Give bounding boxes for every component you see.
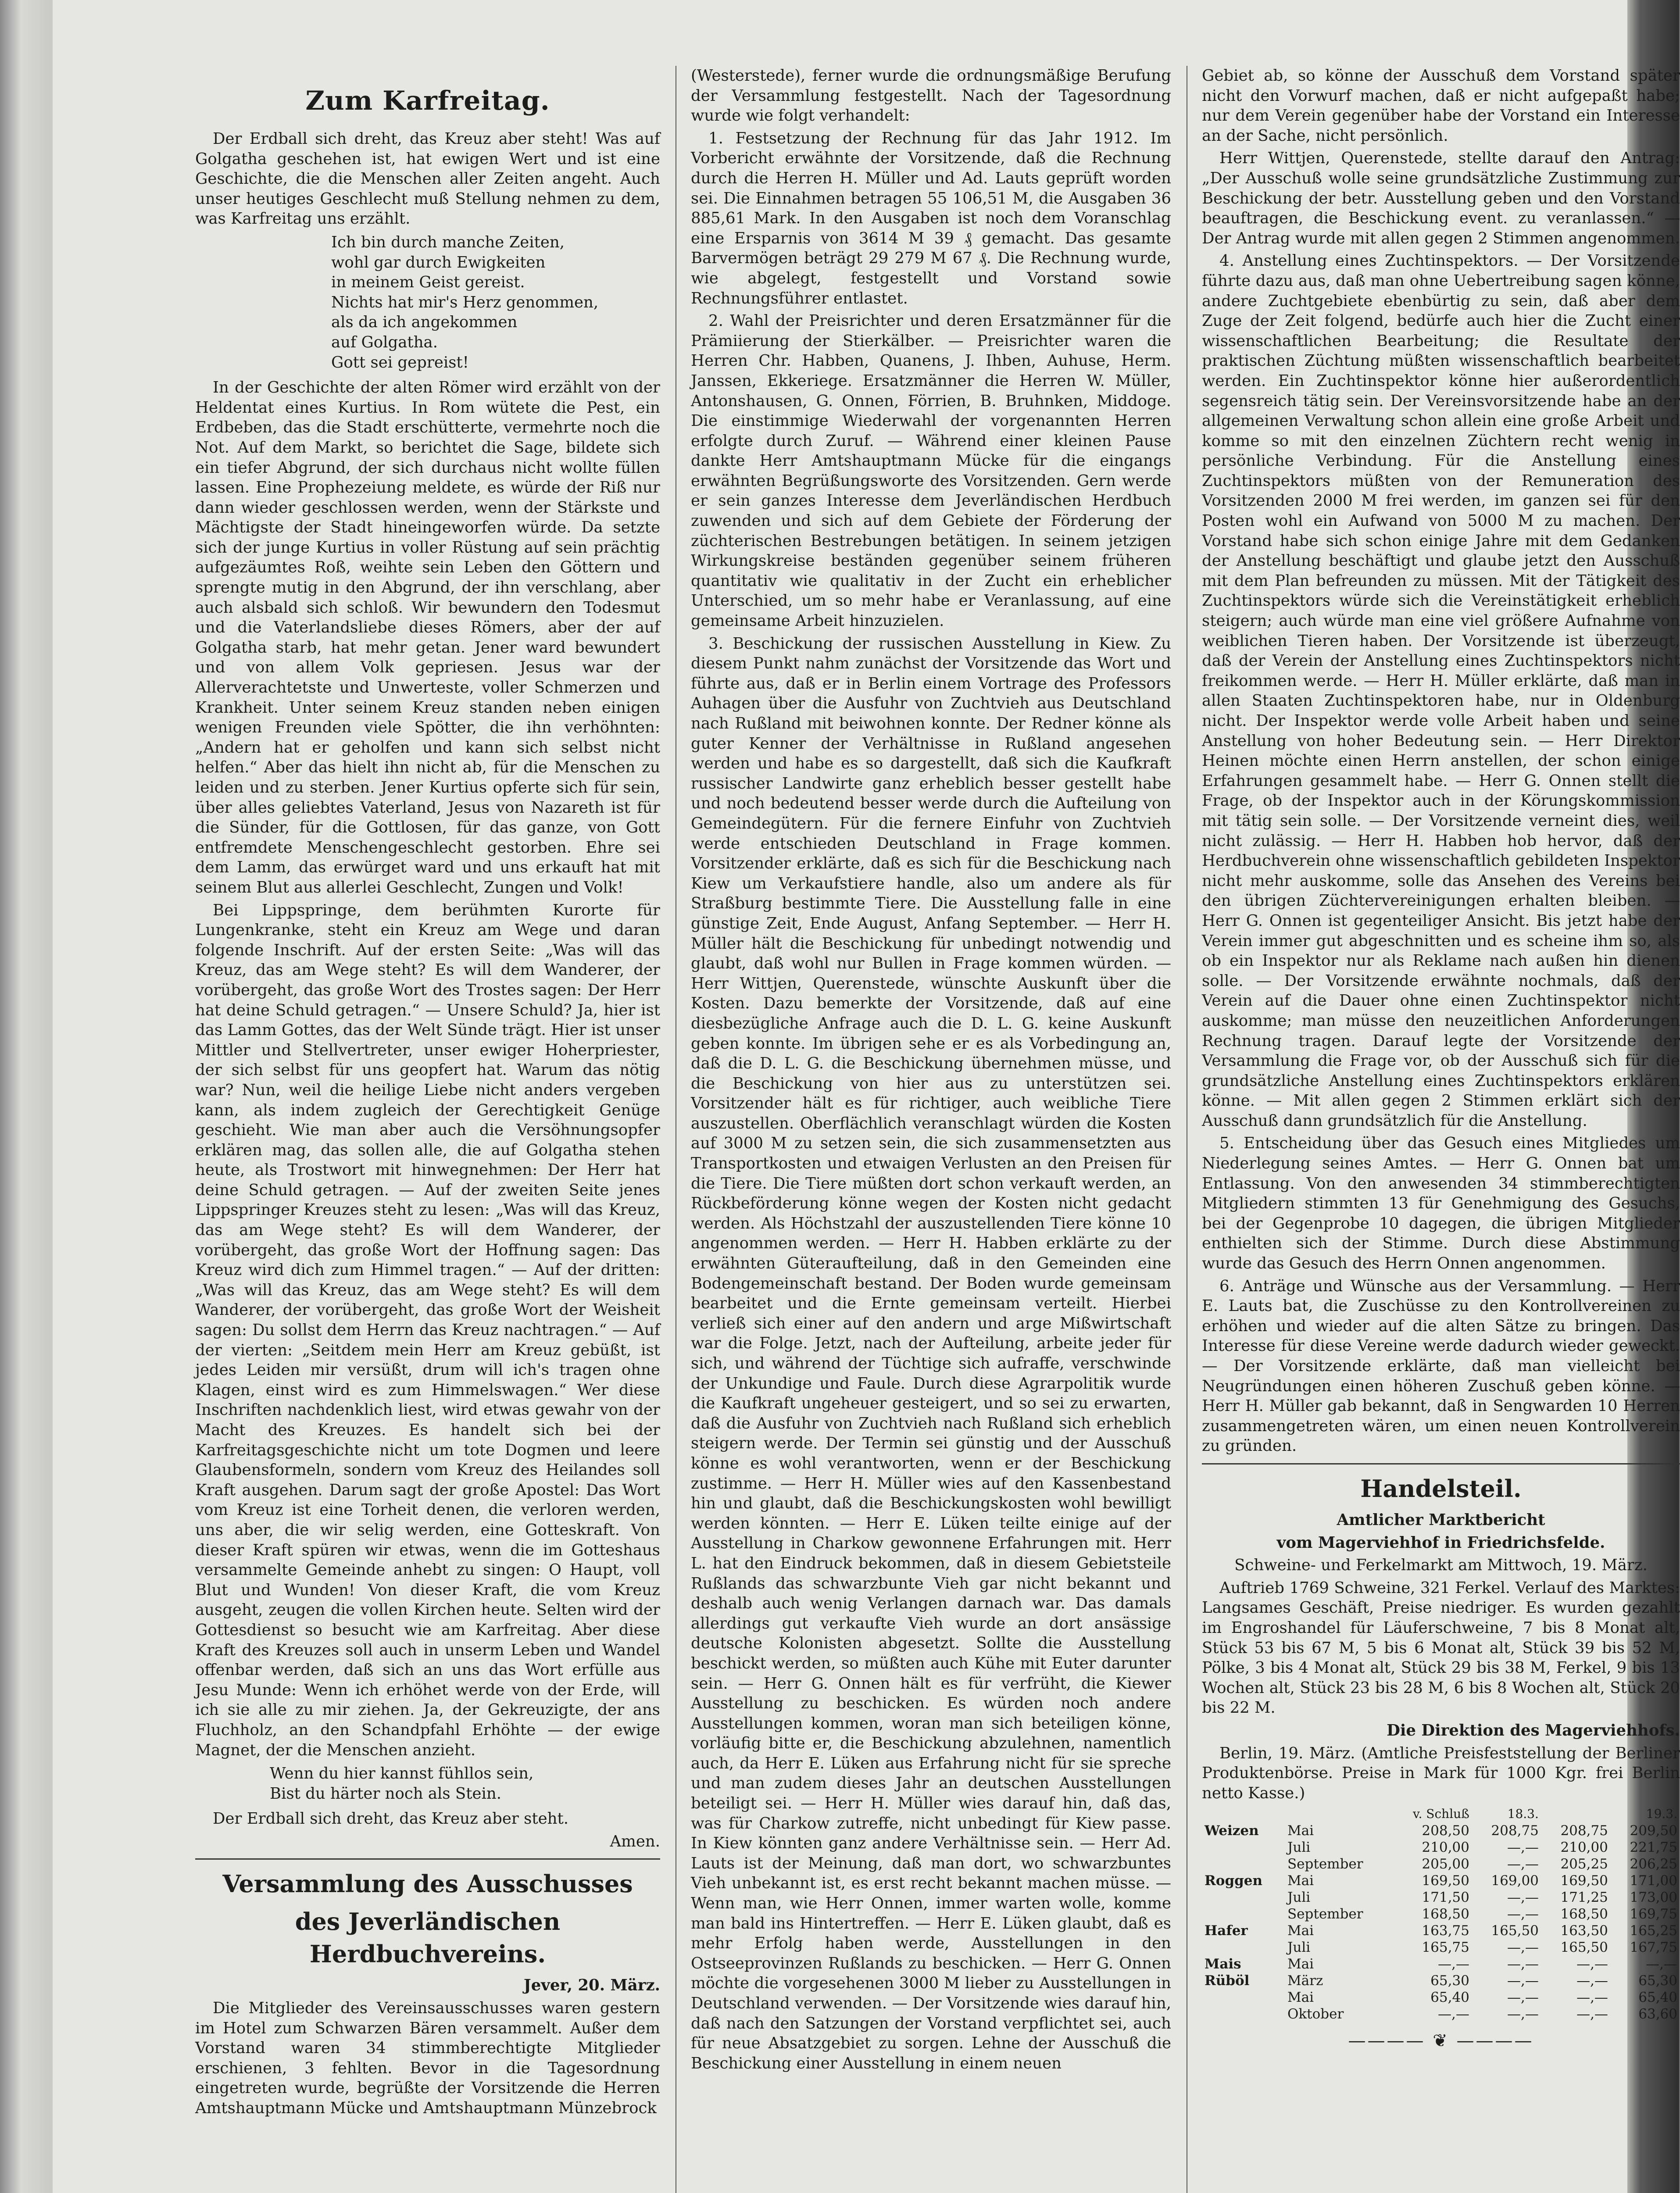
table-row <box>1202 2006 1680 2022</box>
table-cell: Mai <box>1287 1823 1314 1839</box>
table-cell: 205,00 <box>1422 1856 1469 1872</box>
article-title-versammlung-2: des Jeverländischen Herdbuchvereins. <box>295 1907 561 1968</box>
table-cell: Oktober <box>1287 2006 1344 2022</box>
table-cell: Roggen <box>1205 1873 1263 1889</box>
amen: Amen. <box>610 1832 660 1850</box>
table-cell: September <box>1287 1906 1363 1922</box>
table-cell: Juli <box>1287 1889 1311 1906</box>
table-cell: 208,75 <box>1491 1823 1539 1839</box>
paragraph: In der Geschichte der alten Römer wird erzählt von der Heldentat eines Kurtius. In Rom wütete die Pest, ein Erdbeben, das die Stadt erschütterte, vermehrte noch die Not. Auf dem Markt, so berichtet die Sage, bildete sich ein tiefer Abgrund, der sich durchaus nicht wollte füllen lassen. Eine Prophezeiung meldete, es würde der Riß nur dann wieder geschlossen werden, wenn der Stärkste und Mächtigste der Stadt hineingeworfen würde. Da setzte sich der junge Kurtius in voller Rüstung auf sein prächtig aufgezäumtes Roß, weihte sein Leben den Göttern und sprengte mutig in den Abgrund, der ihn verschlang, aber auch alsbald sich schloß. Wir bewundern den Todesmut und die Vaterlandsliebe dieses Römers, aber der auf Golgatha starb, hat mehr getan. Jener ward bewundert und von allem Volk gepriesen. Jesus war der Allerverachtetste und Unwerteste, voller Schmerzen und Krankheit. Unter seinem Kreuz standen neben einigen wenigen Freunden viele Spötter, die ihn verhöhnten: „Andern hat er geholfen und kann sich selbst nicht helfen.“ Aber das hielt ihn nicht ab, für die Menschen zu leiden und zu sterben. Jener Kurtius opferte sich für sein, über alles geliebtes Vaterland, Jesus von Nazareth ist für die Sünder, für die Gottlosen, für das ganze, von Gott entfremdete Menschengeschlecht gestorben. Ehre sei dem Lamm, das erwürget ward und uns erkauft hat mit seinem Blut aus allerlei Geschlecht, Zungen und Volk! <box>195 379 660 896</box>
table-header-cell: v. Schluß <box>1413 1807 1469 1822</box>
table-cell: 168,50 <box>1560 1906 1608 1922</box>
table-cell: —,— <box>1507 1989 1539 2006</box>
newspaper-page <box>53 0 1680 2193</box>
table-cell: Rüböl <box>1205 1973 1250 1989</box>
divider <box>195 1858 660 1860</box>
market-report-subtitle: vom Magerviehhof in Friedrichsfelde. <box>1276 1533 1605 1552</box>
table-cell: 221,75 <box>1630 1839 1677 1856</box>
paragraph: 4. Anstellung eines Zuchtinspektors. — Der Vorsitzende führte dazu aus, daß man ohne Uebertreibung sagen könne, andere Zuchtgebiete ebenbürtig zu sein, daß aber dem Zuge der Zeit folgend, bedürfe auch hier die Zucht einer wissenschaftlichen Bearbeitung; die Resultate der praktischen Züchtung müßten wissenschaftlich bearbeitet werden. Ein Zuchtinspektor könne hier außerordentlich segensreich tätig sein. Der Vereinsvorsitzende habe an der allgemeinen Verwaltung schon allein eine große Arbeit und komme so mit den einzelnen Züchtern recht wenig in persönliche Verbindung. Für die Anstellung eines Zuchtinspektors müßten von der Remuneration des Vorsitzenden 2000 M frei werden, im ganzen sei für den Posten wohl ein Aufwand von 5000 M zu machen. Der Vorstand habe sich schon einige Jahre mit dem Gedanken der Anstellung beschäftigt und glaube jetzt den Ausschuß mit dem Plan befreunden zu müssen. Mit der Tätigkeit des Zuchtinspektors würde sich die Vereinstätigkeit erheblich steigern; auch würde man eine viel größere Aufnahme von weiblichen Tieren haben. Der Vorsitzende ist überzeugt, daß der Verein der Anstellung eines Zuchtinspektors nicht freikommen werde. — Herr H. Müller erklärte, daß man in allen Staaten Zuchtinspektoren habe, nur in Oldenburg nicht. Der Inspektor werde volle Arbeit haben und seine Anstellung von hoher Bedeutung sein. — Herr Direktor Heinen möchte einen Herrn anstellen, der schon einige Erfahrungen gesammelt habe. — Herr G. Onnen stellt die Frage, ob der Inspektor auch in der Körungskommission mit tätig sein solle. — Der Vorsitzende verneint dies, weil nicht zulässig. — Herr H. Habben hob hervor, daß der Herdbuchverein ohne wissenschaftlich gebildeten Inspektor nicht mehr auskomme, solle das Ansehen des Vereins bei den übrigen Züchtervereinigungen erhalten bleiben. — Herr G. Onnen ist gegenteiliger Ansicht. Bis jetzt habe der Verein immer gut abgeschnitten und es scheine ihm so, als ob ein Inspektor nur als Reklame nach außen hin dienen solle. — Der Vorsitzende erwähnte nochmals, daß der Verein auf die Dauer ohne einen Zuchtinspektor nicht auskomme; man müsse den neuzeitlichen Anforderungen Rechnung tragen. Darauf legte der Vorsitzende der Versammlung die Frage vor, ob der Ausschuß sich für die grundsätzliche Anstellung eines Zuchtinspektors erklären könne. — Mit allen gegen 2 Stimmen erklärt sich der Ausschuß dann grundsätzlich für die Anstellung. <box>1202 252 1680 1130</box>
table-cell: —,— <box>1507 1973 1539 1989</box>
poem: Ich bin durch manche Zeiten, wohl gar durch Ewigkeiten in meinem Geist gereist. Nichts hat mir's Herz genommen, als da ich angekommen auf Golgatha. Gott sei gepreist! <box>331 233 599 371</box>
table-cell <box>1202 1906 1285 1922</box>
market-report-heading: Schweine- und Ferkelmarkt am Mittwoch, 19. März. <box>1234 1556 1648 1575</box>
table-cell: 208,50 <box>1422 1823 1469 1839</box>
table-cell: 168,50 <box>1422 1906 1469 1922</box>
table-cell: März <box>1287 1973 1323 1989</box>
table-cell <box>1202 1856 1285 1872</box>
table-row <box>1202 1856 1680 1872</box>
closing-line: Der Erdball sich dreht, das Kreuz aber steht. <box>213 1810 569 1828</box>
paragraph: Der Erdball sich dreht, das Kreuz aber steht! Was auf Golgatha geschehen ist, hat ewigen Wert und ist eine Geschichte, die die Menschen aller Zeiten angeht. Auch unser heutiges Geschlecht muß Stellung nehmen zu dem, was Karfreitag uns erzählt. <box>195 130 660 228</box>
table-cell: 165,50 <box>1560 1939 1608 1956</box>
table-cell: 205,25 <box>1560 1856 1608 1872</box>
berlin-intro: Berlin, 19. März. (Amtliche Preisfeststellung der Berliner Produktenbörse. Preise in Mark für 1000 Kgr. frei Berlin netto Kasse.) <box>1202 1744 1680 1802</box>
table-cell: —,— <box>1507 1906 1539 1922</box>
table-header-cell: 18.3. <box>1507 1807 1539 1822</box>
table-cell: 65,40 <box>1430 1989 1469 2006</box>
table-cell: 163,50 <box>1560 1923 1608 1939</box>
table-cell: 209,50 <box>1630 1823 1677 1839</box>
paragraph: 5. Entscheidung über das Gesuch eines Mitgliedes um Niederlegung seines Amtes. — Herr G. Onnen bat um Entlassung. Von den anwesenden 34 stimmberechtigten Mitgliedern stimmten 13 für Genehmigung des Gesuchs, bei der Gegenprobe 10 dagegen, die übrigen Mitglieder enthielten sich der Stimme. Durch diese Abstimmung wurde das Gesuch des Herrn Onnen angenommen. <box>1202 1134 1680 1273</box>
paragraph: Gebiet ab, so könne der Ausschuß dem Vorstand später nicht den Vorwurf machen, daß er nicht aufgepaßt habe; nur dem Verein gegenüber habe der Vorstand ein Interesse an der Sache, nicht persönlich. <box>1202 67 1680 145</box>
article-title-versammlung-1: Versammlung des Ausschusses <box>222 1870 633 1898</box>
table-cell: Juli <box>1287 1939 1311 1956</box>
paragraph: 6. Anträge und Wünsche aus der Versammlung. — Herr E. Lauts bat, die Zuschüsse zu den Kontrollvereinen zu erhöhen und wieder auf die alten Sätze zu bringen. Das Interesse für diese Vereine werde dadurch wieder geweckt. — Der Vorsitzende erklärte, daß man vielleicht bei Neugründungen einen höheren Zuschuß geben könne. — Herr H. Müller gab bekannt, daß in Sengwarden 10 Herren zusammengetreten wären, um einen neuen Kontrollverein zu gründen. <box>1202 1277 1680 1455</box>
price-table <box>1202 1806 1680 2022</box>
paragraph: 1. Festsetzung der Rechnung für das Jahr 1912. Im Vorbericht erwähnte der Vorsitzende, daß die Rechnung durch die Herren H. Müller und Ad. Lauts geprüft worden sei. Die Einnahmen betragen 55 106,51 M, die Ausgaben 36 885,61 Mark. In den Ausgaben ist noch dem Voranschlag eine Ersparnis von 3614 M 39 ₰ gemacht. Das gesamte Barvermögen beträgt 29 279 M 67 ₰. Die Rechnung wurde, wie abgelegt, festgestellt und Vorstand sowie Rechnungsführer entlastet. <box>691 129 1171 307</box>
ornament: ———— ❦ ———— <box>1348 2031 1534 2051</box>
table-cell: —,— <box>1576 1973 1608 1989</box>
table-row <box>1202 1839 1680 1856</box>
table-header-cell <box>1541 1806 1611 1822</box>
table-cell: Weizen <box>1205 1823 1259 1839</box>
table-row <box>1202 1906 1680 1922</box>
table-cell <box>1202 2006 1285 2022</box>
table-cell: September <box>1287 1856 1363 1872</box>
paragraph: (Westerstede), ferner wurde die ordnungsmäßige Berufung der Versammlung festgestellt. Nach der Tagesordnung wurde wie folgt verhandelt: <box>691 67 1171 125</box>
paragraph: Bei Lippspringe, dem berühmten Kurorte für Lungenkranke, steht ein Kreuz am Wege und daran folgende Inschrift. Auf der ersten Seite: „Was will das Kreuz, das am Wege steht? Es will dem Wanderer, der vorübergeht, das große Wort des Trostes sagen: Der Herr hat deine Schuld getragen.“ — Unsere Schuld? Ja, hier ist das Lamm Gottes, das der Welt Sünde trägt. Hier ist unser Mittler und Stellvertreter, unser ewiger Hoherpriester, der sich selbst für uns geopfert hat. Warum das nötig war? Nun, weil die heilige Liebe nicht anders vergeben kann, als indem zugleich der Gerechtigkeit Genüge geschieht. Wie man aber auch die Versöhnungsopfer erklären mag, das sollen alle, die auf Golgatha stehen heute, als Trostwort mit hinwegnehmen: Der Herr hat deine Schuld getragen. — Auf der zweiten Seite jenes Lippspringer Kreuzes steht zu lesen: „Was will das Kreuz, das am Wege steht? Es will dem Wanderer, der vorübergeht, das große Wort der Hoffnung sagen: Das Kreuz wird dich zum Himmel tragen.“ — Auf der dritten: „Was will das Kreuz, das am Wege steht? Es will dem Wanderer, der vorübergeht, das große Wort der Weisheit sagen: Du sollst dem Herrn das Kreuz nachtragen.“ — Auf der vierten: „Seitdem mein Herr am Kreuz gebüßt, ist jedes Leiden mir versüßt, drum will ich's tragen ohne Klagen, einst wird es zum Himmelswagen.“ Wer diese Inschriften nachdenklich liest, wird etwas gewahr von der Macht des Kreuzes. Es handelt sich bei der Karfreitagsgeschichte nicht um tote Dogmen und leere Glaubensformeln, sondern vom Kreuz des Heilandes soll Kraft ausgehen. Darum sagt der große Apostel: Das Wort vom Kreuz ist eine Torheit denen, die verloren werden, uns aber, die wir selig werden, eine Gotteskraft. Von dieser Kraft spüren wir etwas, wenn die im Gotteshaus versammelte Gemeinde anhebt zu singen: O Haupt, voll Blut und Wunden! Von dieser Kraft, die vom Kreuz ausgeht, zeugen die vollen Kirchen heute. Selten wird der Gottesdienst so besucht wie am Karfreitag. Aber diese Kraft des Kreuzes soll auch in unserm Leben und Wandel offenbar werden, daß sich an uns das Wort erfülle aus Jesu Munde: Wenn ich erhöhet werde von der Erde, will ich sie alle zu mir ziehen. Ja, der Gekreuzigte, der ans Fluchholz, an den Schandpfahl Erhöhte — der ewige Magnet, der die Menschen anzieht. <box>195 901 660 1759</box>
dateline: Jever, 20. März. <box>523 1976 660 1995</box>
table-cell: —,— <box>1507 1856 1539 1872</box>
table-row <box>1202 1889 1680 1906</box>
table-header-cell: 19.3. <box>1646 1807 1677 1822</box>
column-2 <box>691 66 1171 2193</box>
table-cell: —,— <box>1507 1889 1539 1906</box>
table-row <box>1202 1872 1680 1889</box>
table-header-row <box>1202 1806 1680 1822</box>
book-gutter-left <box>0 0 53 2193</box>
paragraph: Herr Wittjen, Querenstede, stellte darauf den Antrag: „Der Ausschuß wolle seine grundsätzliche Zustimmung zur Beschickung der betr. Ausstellung geben und den Vorstand beauftragen, die Beschickung event. zu veranlassen.“ — Der Antrag wurde mit allen gegen 2 Stimmen angenommen. <box>1202 149 1680 247</box>
market-report-signature: Die Direktion des Magerviehhofs. <box>1387 1721 1680 1739</box>
table-cell <box>1202 1989 1285 2006</box>
table-row <box>1202 1922 1680 1939</box>
paragraph: Auftrieb 1769 Schweine, 321 Ferkel. Verlauf des Marktes: Langsames Geschäft, Preise niedriger. Es wurden gezahlt im Engroshandel für Läuferschweine, 7 bis 8 Monat alt, Stück 53 bis 67 M, 5 bis 6 Monat alt, Stück 39 bis 52 M, Pölke, 3 bis 4 Monat alt, Stück 29 bis 38 M, Ferkel, 9 bis 13 Wochen alt, Stück 23 bis 28 M, 6 bis 8 Wochen alt, Stück 20 bis 22 M. <box>1202 1579 1680 1717</box>
table-cell: 171,50 <box>1422 1889 1469 1906</box>
table-cell: —,— <box>1576 1956 1608 1972</box>
table-cell: —,— <box>1507 1939 1539 1956</box>
table-cell: 165,50 <box>1491 1923 1539 1939</box>
market-report-title: Amtlicher Marktbericht <box>1337 1511 1545 1529</box>
table-cell <box>1202 1889 1285 1906</box>
table-cell <box>1202 1839 1285 1856</box>
table-cell: Mai <box>1287 1956 1314 1972</box>
poem-closing: Wenn du hier kannst fühllos sein, Bist du härter noch als Stein. <box>270 1764 534 1803</box>
table-cell: —,— <box>1576 1989 1608 2006</box>
table-row <box>1202 1956 1680 1972</box>
table-cell: 65,30 <box>1638 1973 1677 1989</box>
table-cell: 171,00 <box>1630 1873 1677 1889</box>
table-cell: 65,40 <box>1638 1989 1677 2006</box>
table-cell: Mai <box>1287 1989 1314 2006</box>
paragraph: Die Mitglieder des Vereinsausschusses waren gestern im Hotel zum Schwarzen Bären versammelt. Außer dem Vorstand waren 34 stimmberechtigte Mitglieder erschienen, 3 fehlten. Bevor in die Tagesordnung eingetreten wurde, begrüßte der Vorsitzende die Herren Amtshauptmann Mücke und Amtshauptmann Münzebrock <box>195 1999 660 2118</box>
table-row <box>1202 1939 1680 1956</box>
table-cell: —,— <box>1438 2006 1469 2022</box>
table-cell: Juli <box>1287 1839 1311 1856</box>
table-cell: 63,60 <box>1638 2006 1677 2022</box>
table-header-cell <box>1202 1806 1285 1822</box>
column-1 <box>195 66 660 2193</box>
table-cell: —,— <box>1438 1956 1469 1972</box>
table-cell: Hafer <box>1205 1923 1248 1939</box>
table-cell: 173,00 <box>1630 1889 1677 1906</box>
table-row <box>1202 1989 1680 2006</box>
table-cell: —,— <box>1576 2006 1608 2022</box>
table-cell: Mai <box>1287 1873 1314 1889</box>
table-cell: 169,75 <box>1630 1906 1677 1922</box>
table-cell: 169,00 <box>1491 1873 1539 1889</box>
divider <box>1202 1463 1680 1464</box>
table-cell: 171,25 <box>1560 1889 1608 1906</box>
table-cell: 165,75 <box>1422 1939 1469 1956</box>
paragraph: 2. Wahl der Preisrichter und deren Ersatzmänner für die Prämiierung der Stierkälber. — Preisrichter waren die Herren Chr. Habben, Quanens, J. Ihben, Auhuse, Herm. Janssen, Ekkeriege. Ersatzmänner die Herren W. Müller, Antonshausen, G. Onnen, Förrien, B. Bruhnken, Middoge. Die einstimmige Wiederwahl der vorgenannten Herren erfolgte durch Zuruf. — Während einer kleinen Pause dankte Herr Amtshauptmann Mücke für die eingangs erwähnten Begrüßungsworte des Vorsitzenden. Gern werde er sein ganzes Interesse dem Jeverländischen Herdbuch zuwenden und sich auf dem Gebiete der Förderung der züchterischen Bestrebungen betätigen. In seinem jetzigen Wirkungskreise beständen gegenüber seinem früheren quantitativ wie qualitativ in der Zucht ein erheblicher Unterschied, um so mehr habe er Veranlassung, auf eine gemeinsame Arbeit hinzuzielen. <box>691 312 1171 630</box>
table-body <box>1202 1822 1680 2022</box>
table-cell: 167,75 <box>1630 1939 1677 1956</box>
table-row <box>1202 1972 1680 1989</box>
paragraph: 3. Beschickung der russischen Ausstellung in Kiew. Zu diesem Punkt nahm zunächst der Vorsitzende das Wort und führte aus, daß er in Berlin einem Vortrage des Professors Auhagen über die Ausfuhr von Zuchtvieh aus Deutschland nach Rußland mit beiwohnen konnte. Der Redner könne als guter Kenner der Verhältnisse in Rußland angesehen werden und habe es so dargestellt, daß sich die Kaufkraft russischer Landwirte ganz erheblich besser gestellt habe und noch bedeutend besser werde durch die Aufteilung von Gemeindegütern. Für die fernere Einfuhr von Zuchtvieh werde entschieden Deutschland in Frage kommen. Vorsitzender erklärte, daß es sich für die Beschickung nach Kiew um Verkaufstiere handle, also um andere als für Straßburg bestimmte Tiere. Die Ausstellung falle in eine günstige Zeit, Ende August, Anfang September. — Herr H. Müller hält die Beschickung für unbedingt notwendig und glaubt, daß wohl nur Bullen in Frage kommen würden. — Herr Wittjen, Querenstede, wünschte Auskunft über die Kosten. Dazu bemerkte der Vorsitzende, daß auf eine diesbezügliche Anfrage auch die D. L. G. keine Auskunft geben konnte. Im übrigen sehe er es als Vorbedingung an, daß die D. L. G. die Beschickung übernehmen müsse, und die Beschickung von hier aus zu unterstützen sei. Vorsitzender hält es für richtiger, auch weibliche Tiere auszustellen. Oberflächlich veranschlagt würden die Kosten auf 3000 M zu setzen sein, die sich zusammensetzten aus Transportkosten und etwaigen Verlusten an den Preisen für die Tiere. Die Tiere müßten dort schon verkauft werden, an Rückbeförderung könne wegen der Kosten nicht gedacht werden. Als Höchstzahl der auszustellenden Tiere könne 10 angenommen werden. — Herr H. Habben erklärte zu der erwähnten Güteraufteilung, daß in den Gemeinden eine Bodengemeinschaft bestand. Der Boden wurde gemeinsam bearbeitet und die Ernte gemeinsam verteilt. Hierbei verließ sich einer auf den andern und arge Mißwirtschaft war die Folge. Jetzt, nach der Aufteilung, arbeite jeder für sich, und während der Tüchtige sich aufraffe, verschwinde der Unkundige und Faule. Durch diese Agrarpolitik wurde die Kaufkraft ungeheuer gesteigert, und so sei zu erwarten, daß die Ausfuhr von Zuchtvieh nach Rußland sich erheblich steigern werde. Der Termin sei günstig und der Ausschuß könne es wohl verantworten, wenn er der Beschickung zustimme. — Herr H. Müller wies auf den Kassenbestand hin und glaubt, daß die Beschickungskosten wohl bewilligt werden könnten. — Herr E. Lüken teilte einige auf der Ausstellung in Charkow gewonnene Erfahrungen mit. Herr L. hat den Eindruck bekommen, daß in diesem Gebietsteile Rußlands das schwarzbunte Vieh gar nicht bekannt und deshalb auch wenig Verlangen darnach war. Das damals allerdings gut verkaufte Vieh wurde an dort ansässige deutsche Kolonisten abgesetzt. Sollte die Ausstellung beschickt werden, so müßten auch Kühe mit Euter darunter sein. — Herr G. Onnen hält es für verfrüht, die Kiewer Ausstellung zu beschicken. Es würden noch andere Ausstellungen kommen, woran man sich beteiligen könne, vorläufig bitte er, die Beschickung abzulehnen, namentlich auch, da Herr E. Lüken aus Erfahrung nicht für sie spreche und man zudem dieses Jahr an deutschen Ausstellungen beteiligt sei. — Herr H. Müller wies darauf hin, daß das, was für Charkow zutreffe, nicht unbedingt für Kiew passe. In Kiew könnten ganz andere Verhältnisse sein. — Herr Ad. Lauts ist der Meinung, daß man dort, wo schwarzbuntes Vieh unbekannt ist, es erst recht bekannt machen müsse. — Wenn man, wie Herr Onnen, immer warten wolle, komme man bald ins Hintertreffen. — Herr E. Lüken glaubt, daß es mehr Erfolg haben werde, Ausstellungen in den Ostseeprovinzen Rußlands zu beschicken. — Herr G. Onnen möchte die vorgesehenen 3000 M lieber zu Ausstellungen in Deutschland verwenden. — Der Vorsitzende wies darauf hin, daß nach den Satzungen der Vorstand verpflichtet sei, auch für neue Absatzgebiet zu sorgen. Lehne der Ausschuß die Beschickung einer Ausstellung in einem neuen <box>691 634 1172 2072</box>
table-cell <box>1202 1939 1285 1956</box>
table-header-cell <box>1285 1806 1391 1822</box>
table-cell: —,— <box>1507 1839 1539 1856</box>
section-title-handelsteil: Handelsteil. <box>1360 1474 1522 1503</box>
table-cell: 163,75 <box>1422 1923 1469 1939</box>
table-cell: 65,30 <box>1430 1973 1469 1989</box>
table-cell: 165,25 <box>1630 1923 1677 1939</box>
article-title-karfreitag: Zum Karfreitag. <box>305 86 550 116</box>
table-cell: 206,25 <box>1630 1856 1677 1872</box>
table-cell: —,— <box>1507 2006 1539 2022</box>
table-cell: 210,00 <box>1422 1839 1469 1856</box>
table-cell: 210,00 <box>1560 1839 1608 1856</box>
table-row <box>1202 1822 1680 1839</box>
table-cell: —,— <box>1646 1956 1677 1972</box>
table-cell: Mai <box>1287 1923 1314 1939</box>
table-cell: 208,75 <box>1560 1823 1608 1839</box>
table-cell: 169,50 <box>1560 1873 1608 1889</box>
table-cell: 169,50 <box>1422 1873 1469 1889</box>
table-cell: Mais <box>1205 1956 1241 1972</box>
column-3 <box>1202 66 1680 2193</box>
table-cell: —,— <box>1507 1956 1539 1972</box>
